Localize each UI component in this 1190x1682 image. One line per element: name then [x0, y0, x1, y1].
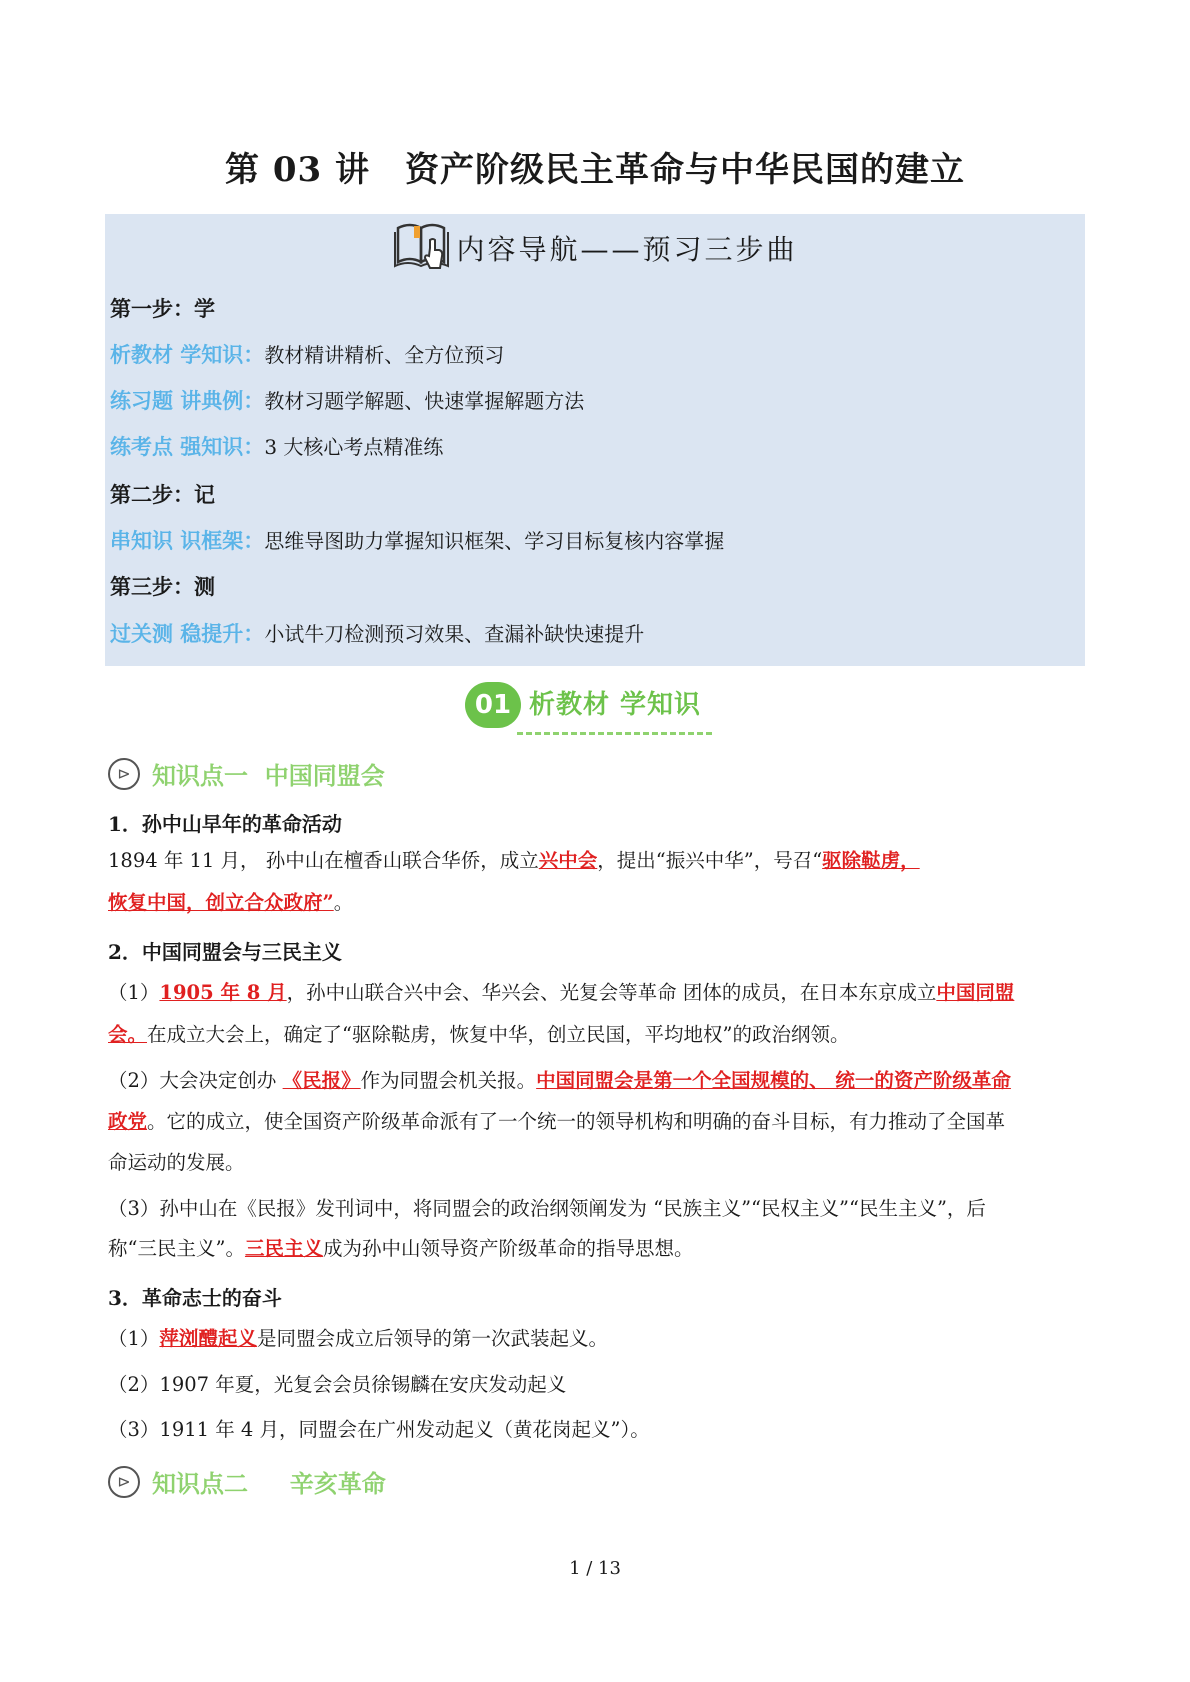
- arrow-circle-icon: ⊳: [108, 1466, 140, 1498]
- page-number: 1 / 13: [569, 1558, 621, 1579]
- paragraph-line: 命运动的发展。: [108, 1151, 245, 1174]
- knowledge-point-heading: ⊳ 知识点一 中国同盟会: [108, 756, 385, 791]
- arrow-circle-icon: ⊳: [108, 758, 140, 790]
- paragraph-line: （1）萍浏醴起义是同盟会成立后领导的第一次武装起义。: [108, 1327, 608, 1350]
- content-navigation-box: [105, 214, 1085, 666]
- subheading: 1．孙中山早年的革命活动: [108, 812, 342, 836]
- step-2-title: 第二步：记: [110, 482, 215, 507]
- paragraph-line: 称“三民主义”。三民主义成为孙中山领导资产阶级革命的指导思想。: [108, 1237, 694, 1260]
- section-number: 01: [465, 682, 521, 728]
- nav-header: [105, 220, 1085, 276]
- paragraph-line: （2）1907 年夏，光复会会员徐锡麟在安庆发动起义: [108, 1373, 567, 1396]
- paragraph-line: （2）大会决定创办 《民报》作为同盟会机关报。中国同盟会是第一个全国规模的、 统一的资产阶级革命: [108, 1069, 1011, 1092]
- step-1-title: 第一步：学: [110, 296, 215, 321]
- nav-header-text: 内容导航——预习三步曲: [456, 233, 798, 266]
- paragraph-line: （1）1905 年 8 月，孙中山联合兴中会、华兴会、光复会等革命 团体的成员，在日本东京成立中国同盟: [108, 981, 1015, 1004]
- subheading: 3．革命志士的奋斗: [108, 1286, 282, 1310]
- section-underline: [517, 732, 712, 735]
- book-hand-icon: [392, 218, 452, 278]
- subheading: 2．中国同盟会与三民主义: [108, 940, 342, 964]
- knowledge-point-heading: ⊳ 知识点二 辛亥革命: [108, 1464, 386, 1499]
- step-3-title: 第三步：测: [110, 574, 215, 599]
- paragraph-line: 会。在成立大会上，确定了“驱除鞑虏，恢复中华，创立民国，平均地权”的政治纲领。: [108, 1023, 850, 1046]
- paragraph-line: 1894 年 11 月， 孙中山在檀香山联合华侨，成立兴中会，提出“振兴中华”，号召“驱除鞑虏，: [108, 849, 920, 872]
- paragraph-line: 恢复中国，创立合众政府”。: [108, 891, 354, 914]
- section-label: 析教材 学知识: [529, 690, 702, 720]
- page-title: 第 03 讲 资产阶级民主革命与中华民国的建立: [225, 150, 965, 190]
- section-badge: [465, 680, 725, 740]
- nav-item: 析教材 学知识：教材精讲精析、全方位预习: [110, 342, 505, 367]
- nav-item: 串知识 识框架：思维导图助力掌握知识框架、学习目标复核内容掌握: [110, 528, 725, 553]
- nav-item: 练考点 强知识：3 大核心考点精准练: [110, 434, 444, 459]
- paragraph-line: （3）1911 年 4 月，同盟会在广州发动起义（黄花岗起义”）。: [108, 1418, 650, 1441]
- paragraph-line: （3）孙中山在《民报》发刊词中，将同盟会的政治纲领阐发为 “民族主义”“民权主义”“民生主义”，后: [108, 1197, 986, 1220]
- nav-item: 过关测 稳提升：小试牛刀检测预习效果、查漏补缺快速提升: [110, 621, 645, 646]
- paragraph-line: 政党。它的成立，使全国资产阶级革命派有了一个统一的领导机构和明确的奋斗目标，有力推动了全国革: [108, 1110, 1006, 1133]
- nav-item: 练习题 讲典例：教材习题学解题、快速掌握解题方法: [110, 388, 585, 413]
